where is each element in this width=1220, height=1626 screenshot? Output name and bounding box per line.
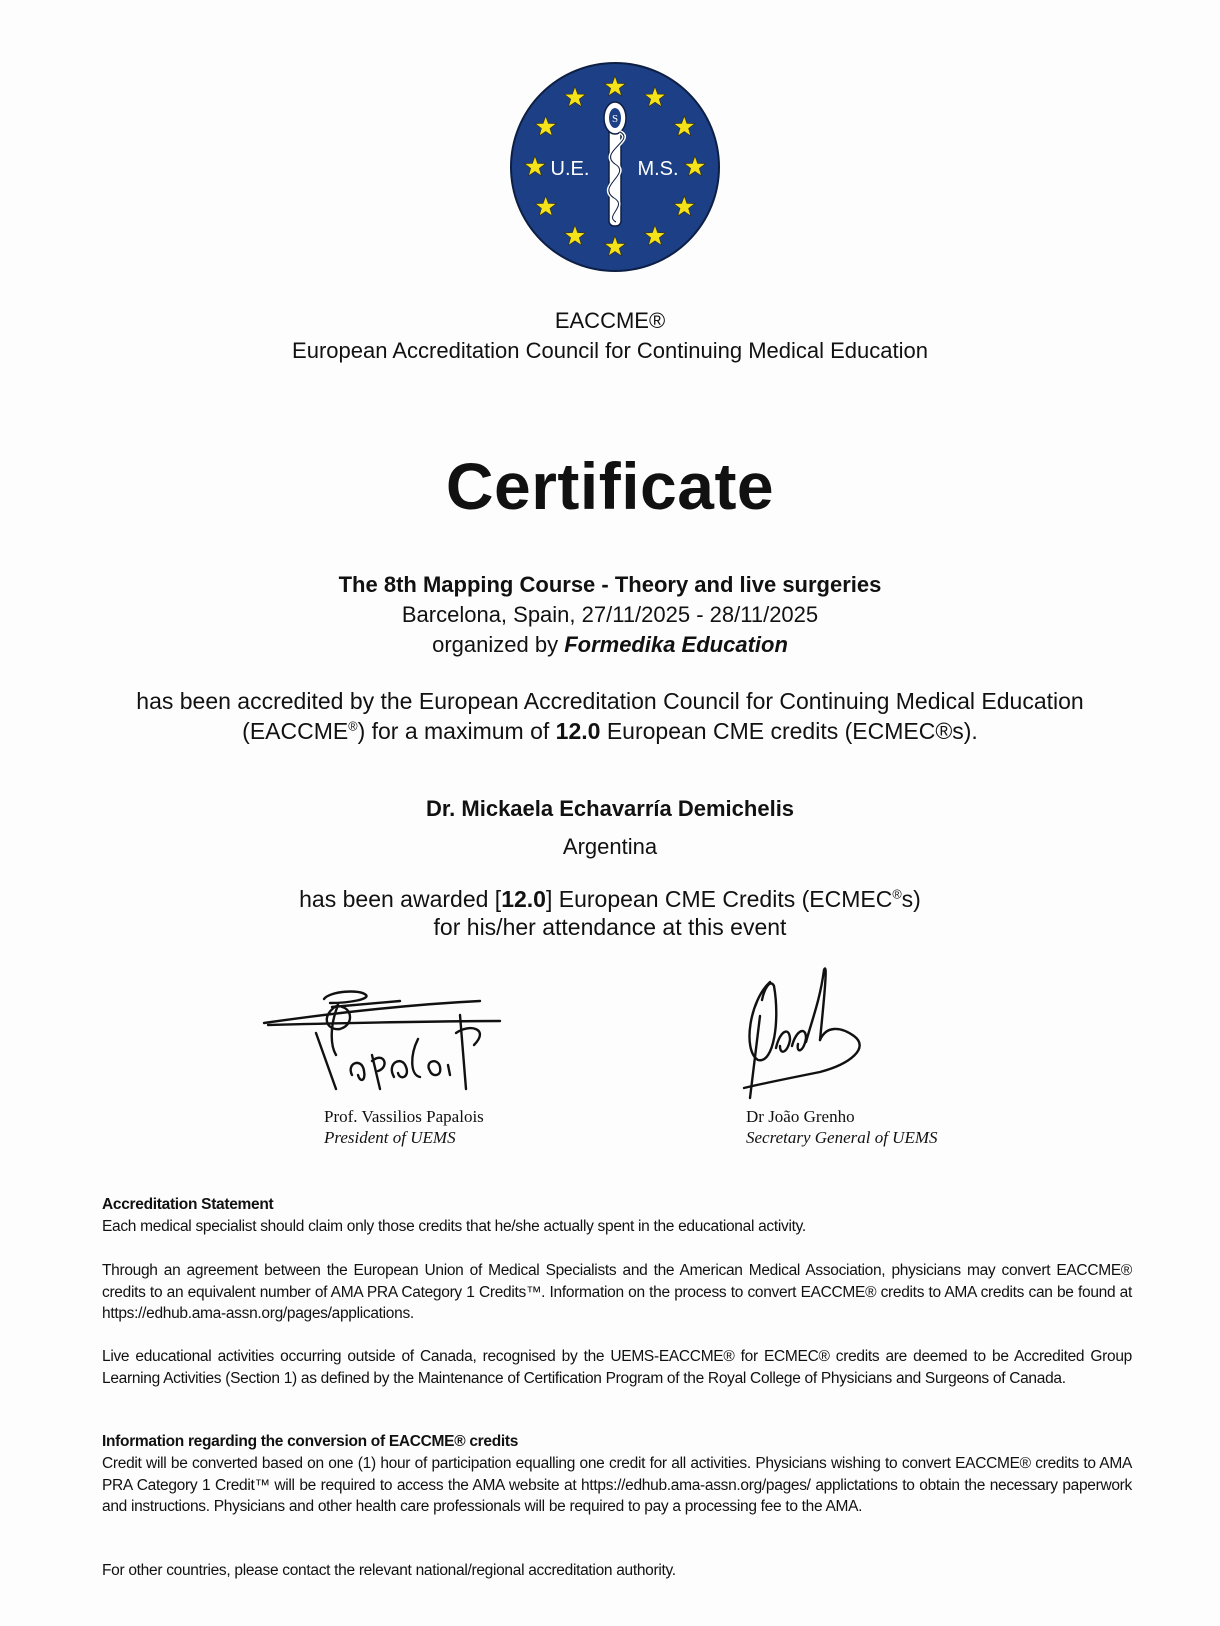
event-organizer-line xyxy=(0,632,1220,658)
paragraph: Credit will be converted based on one (1) hour of participation equalling one credit for all activities. Physicians wishing to convert EACCME® credits to AMA PRA Category 1 Credit™ will be required to access the AMA website at https://edhub.ama-assn.org/pages/ applictations to obtain the necessary paperwork and instructions. Physicians and other health care professionals will be required to pay a processing fee to the AMA. xyxy=(102,1455,1132,1515)
event-name: The 8th Mapping Course - Theory and live surgeries xyxy=(338,572,882,597)
organizer-name: Formedika Education xyxy=(564,632,788,657)
award-line-1 xyxy=(0,886,1220,913)
paragraph: Live educational activities occurring outside of Canada, recognised by the UEMS-EACCME® for ECMEC® credits are deemed to be Accredited Group Learning Activities (Section 1) as defined by the Maintenance of Certification Program of the Royal College of Physicians and Surgeons of Canada. xyxy=(102,1348,1132,1387)
paragraph: Each medical specialist should claim only those credits that he/she actually spent in the educational activity. xyxy=(102,1218,806,1235)
uems-logo xyxy=(508,60,722,274)
signature-papalois xyxy=(260,985,520,1100)
org-acronym: EACCME® xyxy=(554,308,666,333)
signatory-secretary-general xyxy=(746,1106,938,1148)
conversion-heading: Information regarding the conversion of EACCME® credits xyxy=(102,1433,519,1450)
accr-text: (EACCME xyxy=(242,718,349,744)
registered-mark: ® xyxy=(892,887,902,902)
recipient-country: Argentina xyxy=(562,834,658,859)
organized-prefix: organized by xyxy=(432,632,565,657)
logo-left-text: U.E. xyxy=(550,158,590,180)
registered-mark: ® xyxy=(348,719,358,734)
recipient-name: Dr. Mickaela Echavarría Demichelis xyxy=(425,796,795,821)
conversion-paragraph xyxy=(102,1453,1132,1518)
max-credits: 12.0 xyxy=(555,718,601,744)
award-line-2: for his/her attendance at this event xyxy=(433,914,787,940)
accreditation-statement-p3 xyxy=(102,1346,1132,1389)
award-text: has been awarded [ xyxy=(299,886,502,912)
accreditation-statement-heading: Accreditation Statement xyxy=(102,1196,274,1213)
accreditation-line-2 xyxy=(0,718,1220,745)
signatory-role: President of UEMS xyxy=(324,1128,456,1147)
logo-emblem-letter: S xyxy=(611,113,619,125)
signatory-name: Dr João Grenho xyxy=(746,1107,855,1126)
accreditation-statement-p2 xyxy=(102,1260,1132,1325)
event-place-dates: Barcelona, Spain, 27/11/2025 - 28/11/2025 xyxy=(401,602,819,627)
award-text: s) xyxy=(901,886,921,912)
paragraph: Through an agreement between the European Union of Medical Specialists and the American Medical Association, physicians may convert EACCME® credits to an equivalent number of AMA PRA Category 1 Credits™. Information on the process to convert EACCME® credits to AMA credits can be found at https://edhub.ama-assn.org/pages/applications. xyxy=(102,1262,1132,1322)
certificate-title: Certificate xyxy=(445,449,775,523)
accr-text: ) for a maximum of xyxy=(357,718,556,744)
logo-right-text: M.S. xyxy=(637,158,679,180)
accreditation-statement-p1 xyxy=(102,1216,1132,1238)
org-full-name: European Accreditation Council for Continuing Medical Education xyxy=(292,338,928,363)
signature-grenho xyxy=(740,960,910,1110)
award-text: ] European CME Credits (ECMEC xyxy=(545,886,893,912)
other-countries-note: For other countries, please contact the relevant national/regional accreditation authority. xyxy=(102,1562,676,1579)
signatory-role: Secretary General of UEMS xyxy=(746,1128,938,1147)
accreditation-line-1: has been accredited by the European Accreditation Council for Continuing Medical Education xyxy=(136,688,1084,714)
awarded-credits: 12.0 xyxy=(501,886,546,912)
signatory-name: Prof. Vassilios Papalois xyxy=(324,1107,484,1126)
accr-text: European CME credits (ECMEC®s). xyxy=(600,718,978,744)
signatory-president xyxy=(324,1106,484,1148)
